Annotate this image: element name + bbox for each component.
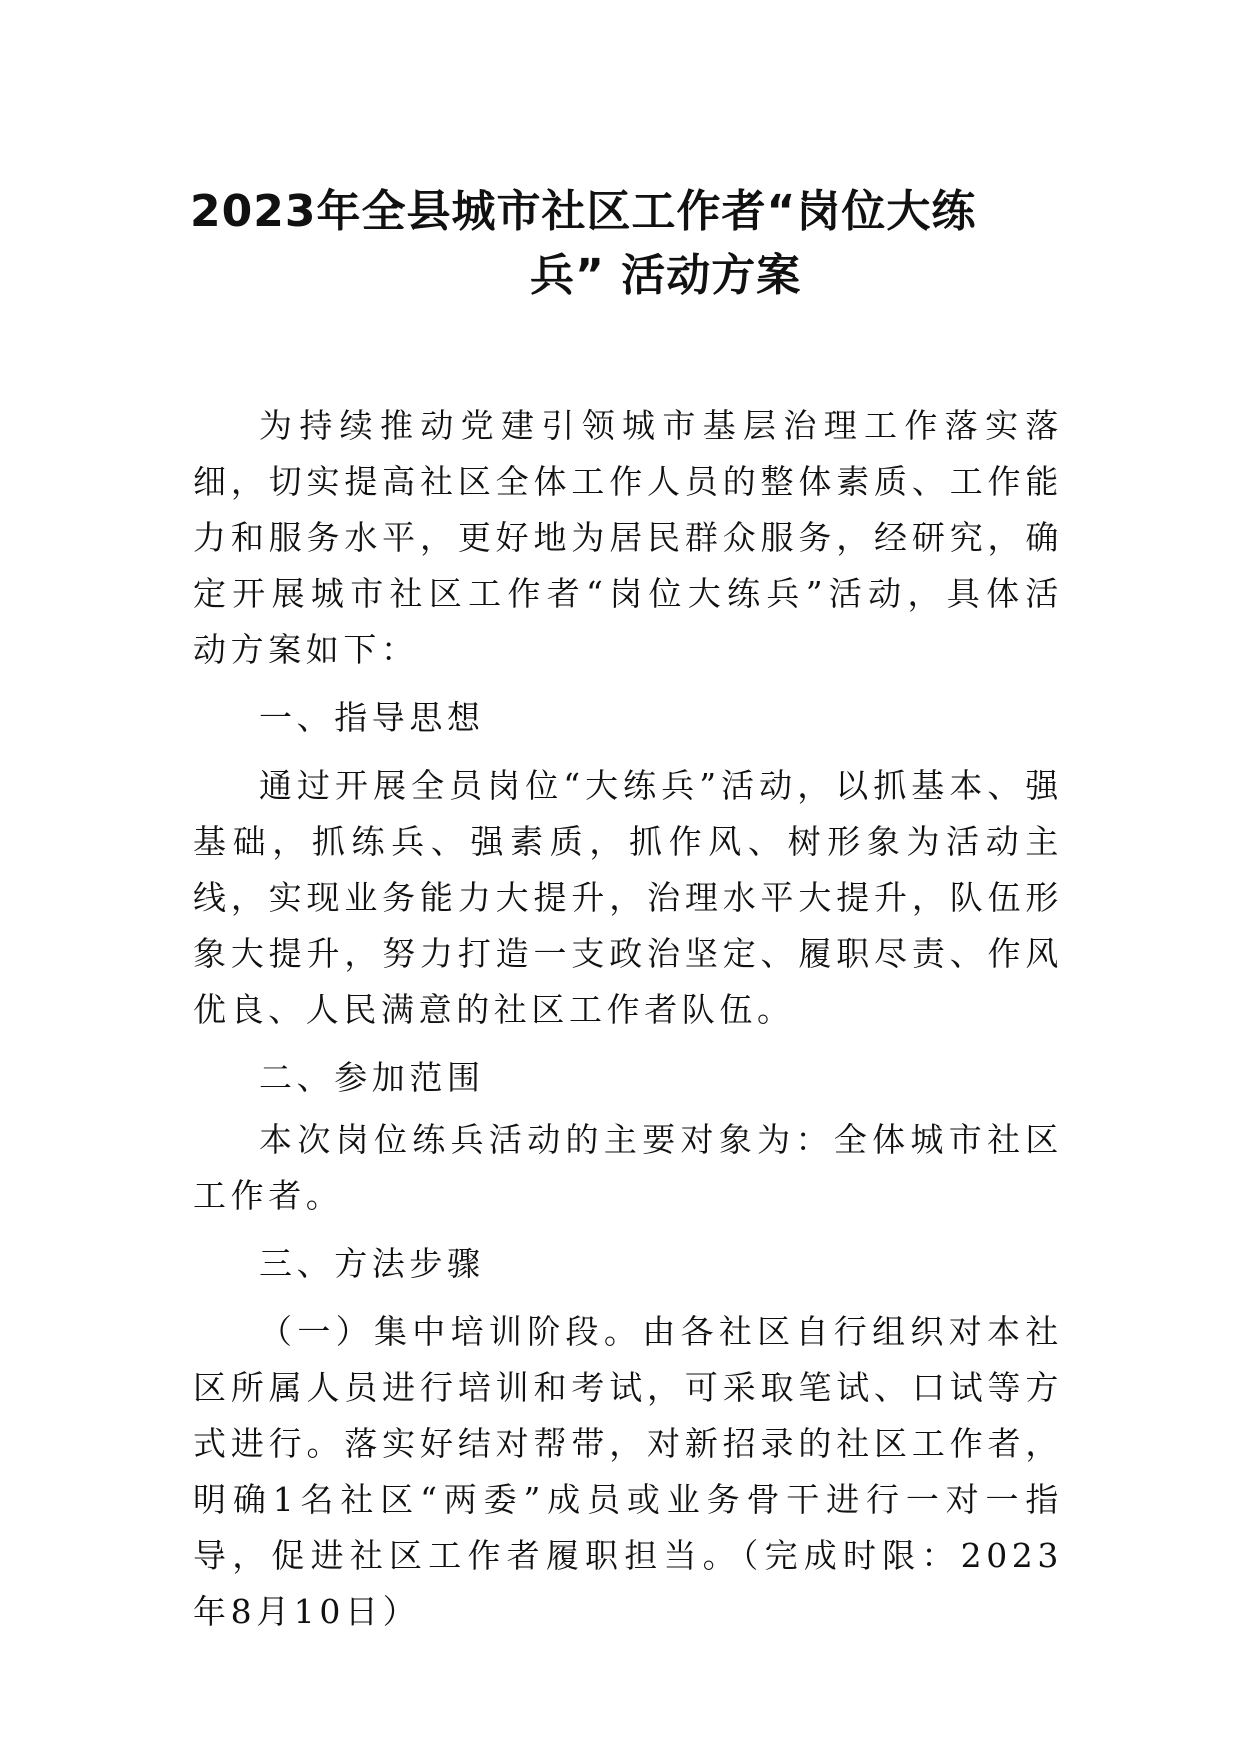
- section-paragraph-guiding-ideology: 通过开展全员岗位“大练兵”活动，以抓基本、强基础，抓练兵、强素质，抓作风、树形象为活动主线，实现业务能力大提升，治理水平大提升，队伍形象大提升，努力打造一支政治坚定、履职尽责、作风优良、人民满意的社区工作者队伍。: [193, 766, 1063, 1029]
- document-title: [190, 180, 1050, 308]
- section-heading-method-steps: 三、方法步骤: [259, 1244, 485, 1283]
- intro-paragraph: 为持续推动党建引领城市基层治理工作落实落细，切实提高社区全体工作人员的整体素质、工作能力和服务水平，更好地为居民群众服务，经研究，确定开展城市社区工作者“岗位大练兵”活动，具体活动方案如下：: [193, 406, 1063, 669]
- section-paragraph-scope: 本次岗位练兵活动的主要对象为：全体城市社区工作者。: [193, 1120, 1063, 1215]
- document-body: [193, 398, 1063, 1640]
- section-paragraph-training-stage: （一）集中培训阶段。由各社区自行组织对本社区所属人员进行培训和考试，可采取笔试、口试等方式进行。落实好结对帮带，对新招录的社区工作者，明确1名社区“两委”成员或业务骨干进行一对一指导，促进社区工作者履职担当。（完成时限：2023年8月10日）: [193, 1312, 1063, 1631]
- section-heading-scope: 二、参加范围: [259, 1058, 485, 1097]
- title-line-2: 兵” 活动方案: [530, 250, 802, 301]
- title-line-1: 2023年全县城市社区工作者“岗位大练: [190, 186, 977, 237]
- section-heading-guiding-ideology: 一、指导思想: [259, 698, 485, 737]
